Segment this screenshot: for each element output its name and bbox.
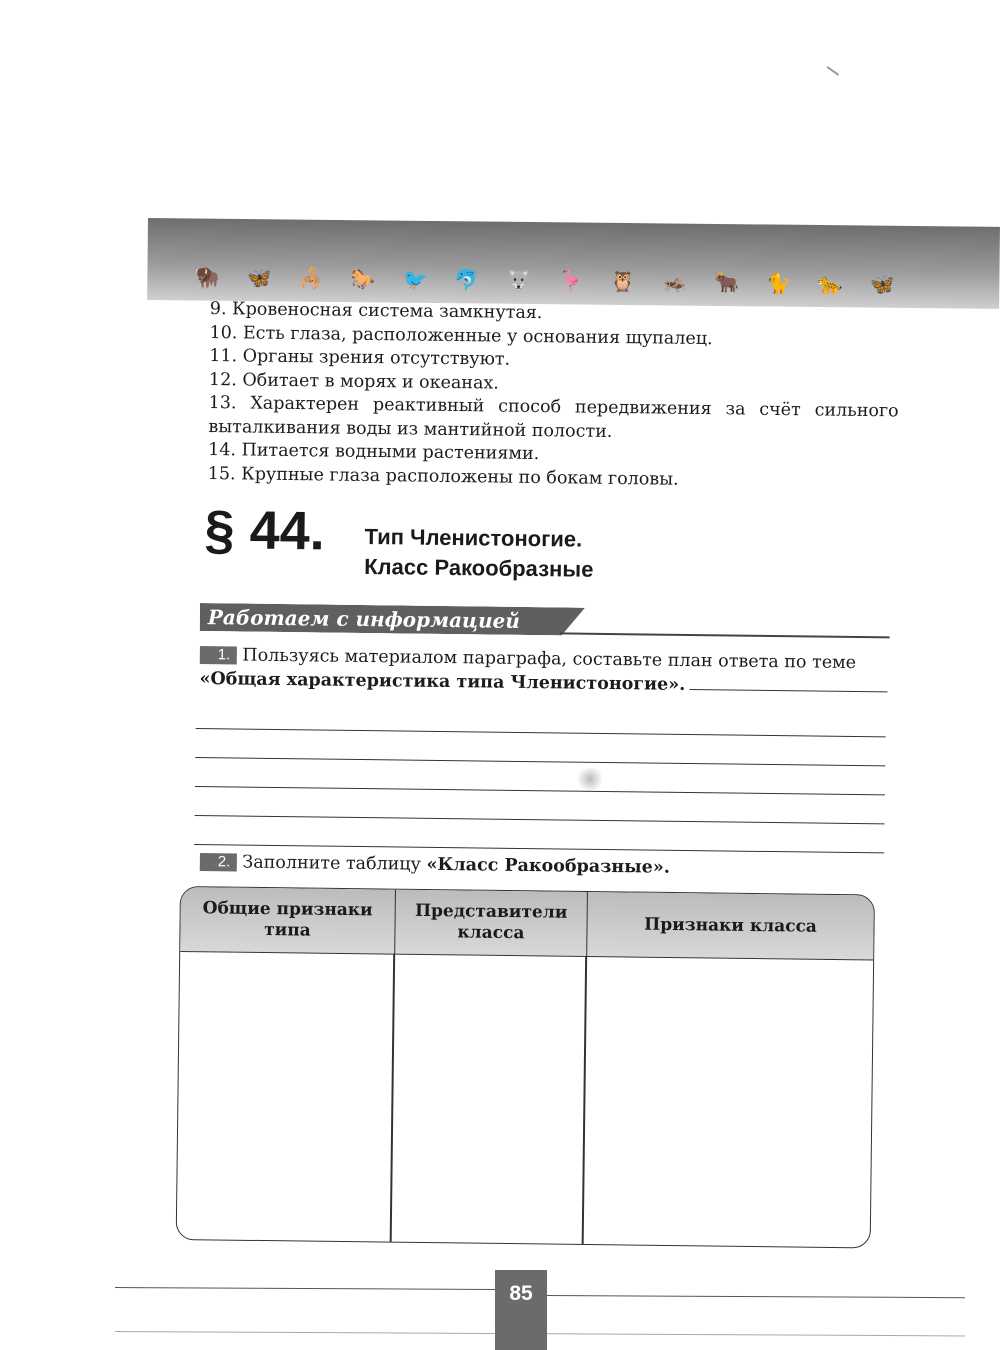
- list-item: 14. Питается водными растениями.: [208, 439, 540, 465]
- flamingo-icon: 🦩: [558, 268, 584, 294]
- task-topic: «Общая характеристика типа Членистоногие».: [199, 668, 686, 695]
- footer-rule-right: [545, 1295, 965, 1298]
- table-header-cell: Признаки класса: [644, 914, 818, 937]
- horse-icon: 🐎: [350, 266, 376, 291]
- dolphin-icon: 🐬: [454, 267, 480, 292]
- section-title-line1: Тип Членистоногие.: [364, 523, 583, 552]
- task-text: Пользуясь материалом параграфа, составьте план ответа по теме: [242, 645, 857, 674]
- wolf-icon: 🐺: [506, 268, 532, 293]
- table-header-cell: Представители класса: [395, 890, 588, 956]
- task-badge: 1.: [200, 646, 237, 664]
- task-1: [199, 643, 890, 699]
- task-text: Заполните таблицу: [242, 852, 422, 875]
- page-number: 85: [509, 1282, 533, 1305]
- statement-list: [208, 298, 900, 494]
- section-number: § 44.: [204, 500, 326, 562]
- task-badge: 2.: [200, 853, 237, 871]
- table-column-divider: [390, 954, 395, 1244]
- owl-icon: 🦉: [610, 269, 636, 294]
- section-title-line2: Класс Ракообразные: [364, 553, 594, 582]
- section-title: [364, 522, 594, 585]
- table-frame: [176, 886, 875, 1248]
- bull-icon: 🐂: [713, 270, 740, 295]
- butterfly-icon: 🦋: [869, 272, 895, 297]
- list-item: 13. Характерен реактивный способ передвижения за счёт сильного выталкивания воды из мантийной полости.: [208, 392, 899, 442]
- answer-lines: [194, 700, 886, 853]
- task-topic: «Класс Ракообразные».: [426, 854, 670, 878]
- list-item: 12. Обитает в морях и океанах.: [208, 369, 500, 394]
- footer-rule-left: [115, 1287, 495, 1290]
- scan-smudge: [575, 768, 605, 790]
- insect-icon: 🦗: [661, 269, 688, 295]
- butterfly-icon: 🦋: [246, 265, 272, 290]
- scan-mark: [827, 66, 839, 75]
- table-header-cell: Общие признаки типа: [180, 887, 396, 954]
- work-with-info-banner: [200, 603, 890, 641]
- bird-icon: 🐦: [402, 267, 428, 292]
- task-2: [200, 850, 890, 882]
- cat-icon: 🐈: [765, 270, 791, 296]
- table-column-divider: [582, 956, 587, 1246]
- list-item: 10. Есть глаза, расположенные у основания щупалец.: [209, 322, 713, 349]
- leopard-icon: 🐆: [817, 271, 843, 296]
- page-number-box: [495, 1270, 547, 1350]
- bison-icon: 🦬: [194, 264, 220, 290]
- banner-text: Работаем с информацией: [207, 605, 521, 633]
- answer-line-inline[interactable]: [689, 675, 887, 692]
- list-item: 9. Кровеносная система замкнутая.: [209, 298, 543, 324]
- list-item: 15. Крупные глаза расположены по бокам головы.: [207, 463, 679, 490]
- banner-rule: [560, 632, 890, 638]
- scorpion-icon: 🦂: [298, 266, 324, 291]
- list-item: 11. Органы зрения отсутствуют.: [209, 345, 511, 370]
- crustacean-table: [176, 886, 877, 1250]
- table-header-row: [180, 887, 874, 960]
